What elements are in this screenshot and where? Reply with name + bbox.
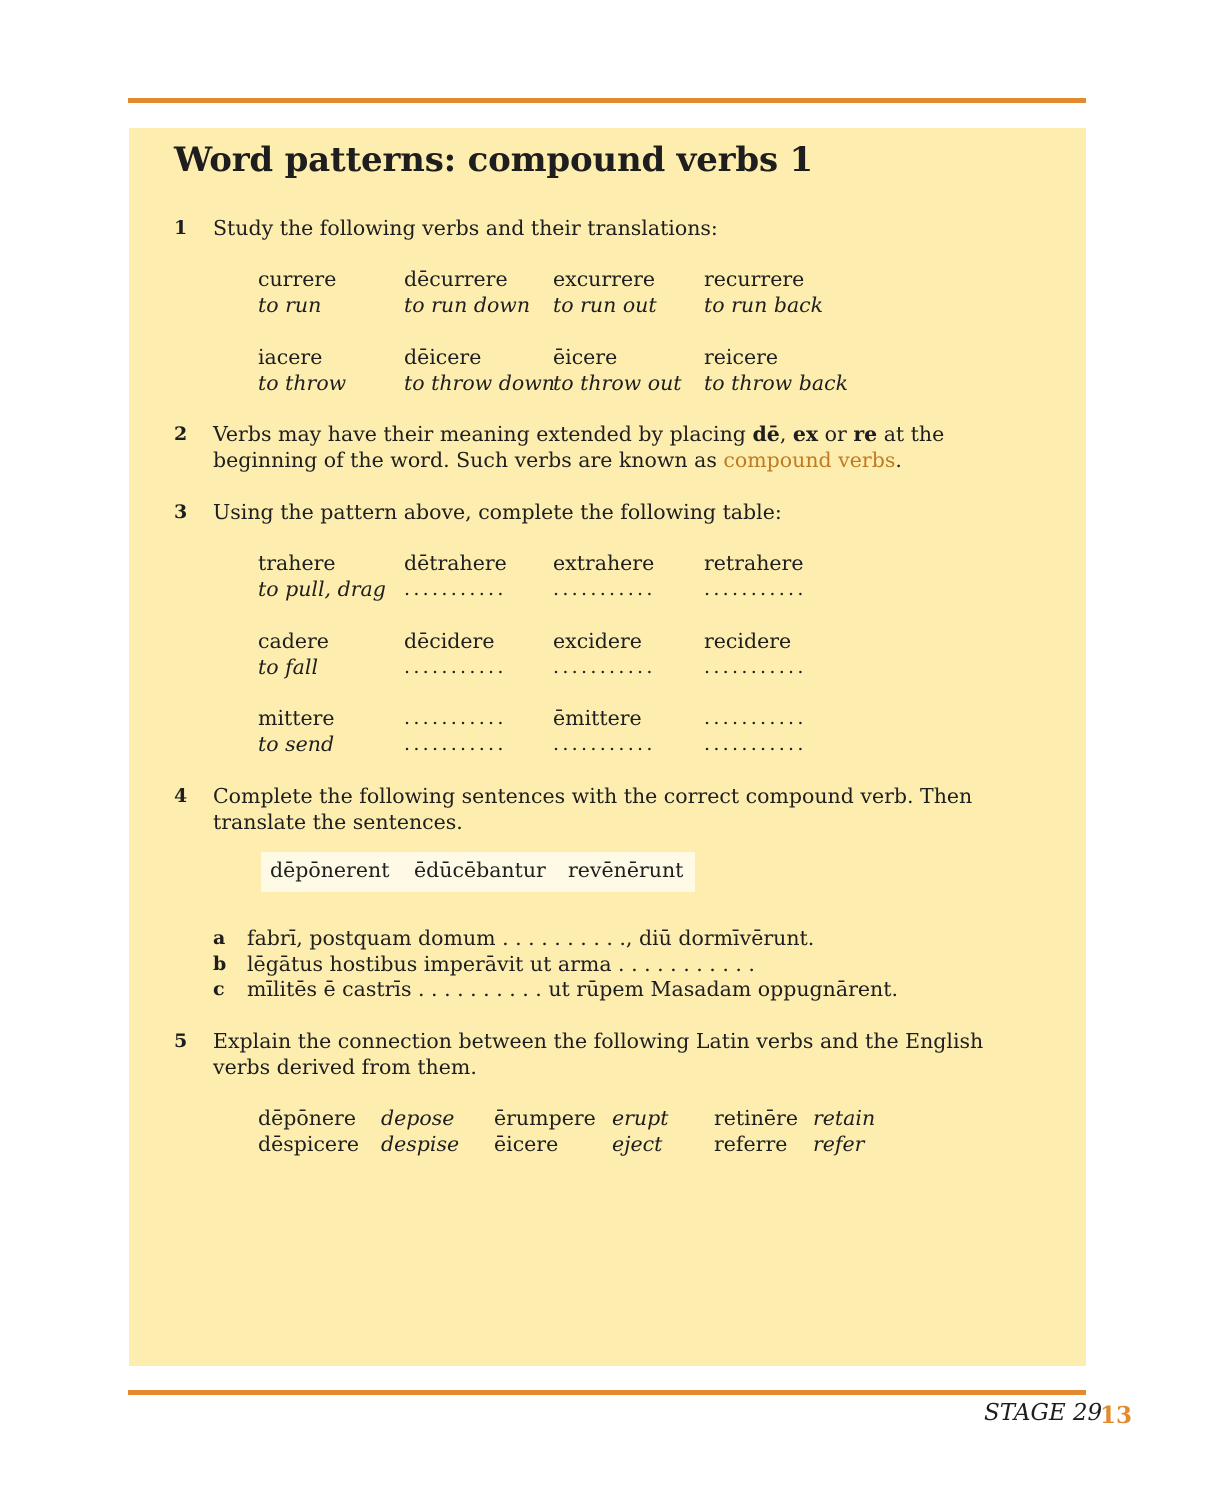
prefix-de: dē (752, 422, 780, 446)
question-number: 2 (174, 423, 188, 445)
word-bank-item: ēdūcēbantur (414, 858, 546, 882)
prefix-re: re (853, 422, 878, 446)
english-translation: to send (258, 732, 335, 756)
text-span: or (818, 422, 854, 446)
answer-blank: ........... (704, 656, 807, 678)
top-rule (128, 98, 1086, 103)
question-text-line (213, 421, 944, 447)
question-text: Study the following verbs and their translations: (213, 216, 718, 240)
latin-verb: dēicere (404, 345, 482, 369)
latin-verb: dēcidere (404, 629, 495, 653)
question-number: 3 (174, 501, 188, 523)
latin-verb: referre (714, 1132, 788, 1156)
question-number: 5 (174, 1030, 188, 1052)
english-translation: to run (258, 293, 322, 317)
text-span: beginning of the word. Such verbs are known as (213, 448, 724, 472)
latin-verb: excidere (553, 629, 642, 653)
question-text-line: verbs derived from them. (213, 1055, 477, 1079)
english-translation: to throw down (404, 371, 555, 395)
latin-verb: iacere (258, 345, 323, 369)
glossary-term: compound verbs (723, 448, 896, 472)
question-number: 4 (174, 785, 188, 807)
answer-blank: ........... (404, 707, 507, 729)
answer-blank: ........... (704, 707, 807, 729)
english-derivative: retain (813, 1106, 876, 1130)
latin-verb: mittere (258, 706, 335, 730)
english-derivative: refer (813, 1132, 865, 1156)
text-span: Verbs may have their meaning extended by placing (213, 422, 753, 446)
latin-verb: cadere (258, 629, 329, 653)
latin-verb: dēcurrere (404, 267, 508, 291)
sentence-text: mīlitēs ē castrīs . . . . . . . . . . ut rūpem Masadam oppugnārent. (247, 977, 898, 1001)
english-derivative: eject (612, 1132, 663, 1156)
page-number: 13 (1100, 1402, 1133, 1429)
english-translation: to run down (404, 293, 531, 317)
question-text-line: Explain the connection between the following Latin verbs and the English (213, 1029, 984, 1053)
question-number: 1 (174, 217, 188, 239)
latin-verb: reicere (704, 345, 779, 369)
answer-blank: ........... (704, 733, 807, 755)
sentence-text: lēgātus hostibus imperāvit ut arma . . . . . . . . . . . (247, 952, 755, 976)
latin-verb: retinēre (714, 1106, 798, 1130)
question-text: Using the pattern above, complete the following table: (213, 500, 782, 524)
latin-verb: dēpōnere (258, 1106, 356, 1130)
question-text-line (213, 447, 902, 473)
stage-label: STAGE 29 (984, 1400, 1103, 1426)
bottom-rule (128, 1390, 1086, 1395)
english-translation: to fall (258, 655, 319, 679)
text-span: at the (877, 422, 945, 446)
answer-blank: ........... (553, 733, 656, 755)
latin-verb: retrahere (704, 551, 804, 575)
question-text-line: Complete the following sentences with the correct compound verb. Then (213, 784, 973, 808)
latin-verb: recidere (704, 629, 792, 653)
latin-verb: dētrahere (404, 551, 507, 575)
answer-blank: ........... (404, 733, 507, 755)
english-derivative: depose (381, 1106, 455, 1130)
latin-verb: extrahere (553, 551, 655, 575)
english-translation: to throw out (553, 371, 682, 395)
latin-verb: ēicere (553, 345, 618, 369)
text-span: , (779, 422, 793, 446)
answer-blank: ........... (404, 578, 507, 600)
latin-verb: trahere (258, 551, 336, 575)
english-derivative: erupt (612, 1106, 669, 1130)
english-translation: to throw (258, 371, 347, 395)
latin-verb: ērumpere (494, 1106, 596, 1130)
english-translation: to pull, drag (258, 577, 386, 601)
latin-verb: recurrere (704, 267, 805, 291)
english-translation: to run back (704, 293, 824, 317)
word-bank-item: revēnērunt (568, 858, 684, 882)
answer-blank: ........... (553, 656, 656, 678)
latin-verb: dēspicere (258, 1132, 359, 1156)
question-text-line: translate the sentences. (213, 810, 463, 834)
english-translation: to throw back (704, 371, 848, 395)
latin-verb: ēmittere (553, 706, 642, 730)
latin-verb: currere (258, 267, 337, 291)
sentence-text: fabrī, postquam domum . . . . . . . . . ., diū dormīvērunt. (247, 926, 815, 950)
english-translation: to run out (553, 293, 657, 317)
sentence-label: b (213, 953, 227, 975)
page-title: Word patterns: compound verbs 1 (174, 140, 813, 180)
english-derivative: despise (381, 1132, 460, 1156)
latin-verb: ēicere (494, 1132, 559, 1156)
sentence-label: a (213, 927, 226, 949)
text-span: . (895, 448, 902, 472)
answer-blank: ........... (704, 578, 807, 600)
latin-verb: excurrere (553, 267, 656, 291)
word-bank-item: dēpōnerent (270, 858, 390, 882)
sentence-label: c (213, 978, 225, 1000)
answer-blank: ........... (553, 578, 656, 600)
answer-blank: ........... (404, 656, 507, 678)
prefix-ex: ex (792, 422, 819, 446)
